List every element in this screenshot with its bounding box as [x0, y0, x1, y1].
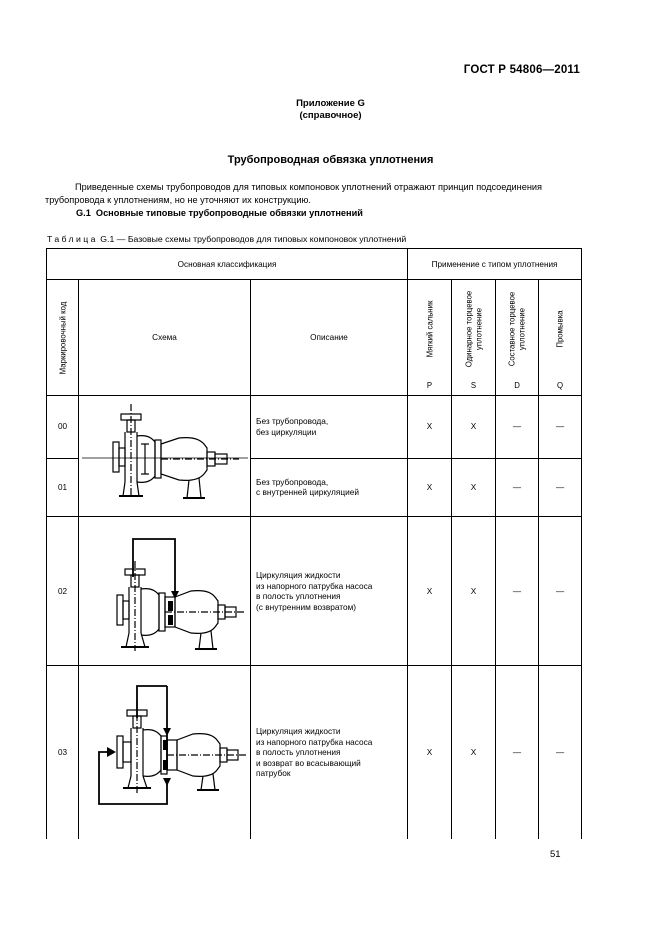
seal-letter-d: D	[496, 377, 539, 396]
table-row	[47, 517, 582, 666]
seal-letter-p: P	[408, 377, 452, 396]
section-title: Основные типовые трубопроводные обвязки уплотнений	[95, 208, 363, 218]
table-column-header-row	[47, 280, 582, 378]
code-header-cell	[47, 280, 79, 396]
annex-title: Приложение G	[296, 98, 365, 109]
row-code: 02	[47, 517, 79, 666]
mark-d: —	[496, 458, 539, 516]
section-heading	[76, 208, 363, 218]
mark-s: X	[452, 396, 496, 459]
group-main-header: Основная классификация	[47, 249, 408, 280]
mark-s: X	[452, 458, 496, 516]
annex-subtitle: (справочное)	[299, 110, 362, 121]
table-row	[47, 396, 582, 459]
table-caption-text: G.1 — Базовые схемы трубопроводов для типовых компоновок уплотнений	[100, 234, 407, 244]
seal-type-header-s: Одинарное торцевое уплотнение	[452, 280, 496, 378]
annex-heading	[0, 98, 661, 122]
intro-paragraph: Приведенные схемы трубопроводов для типовых компоновок уплотнений отражают принцип подсоединения трубопровода к уплотнениям, но не уточняют их конструкцию.	[45, 182, 543, 205]
flow-arrow-icon	[163, 728, 171, 736]
scheme-cell-03	[79, 666, 251, 839]
mark-q: —	[539, 517, 582, 666]
mark-d: —	[496, 666, 539, 839]
seal-type-header-p: Мягкий сальник	[408, 280, 452, 378]
pump-icon	[79, 396, 251, 516]
row-description: Циркуляция жидкости из напорного патрубка насоса в полость уплотнения и возврат во всасывающий патрубок	[251, 666, 408, 839]
row-code: 00	[47, 396, 79, 459]
table-caption-label: Таблица	[47, 234, 98, 244]
mark-d: —	[496, 396, 539, 459]
flow-arrow-icon	[107, 747, 116, 757]
table-caption	[47, 234, 406, 244]
mark-p: X	[408, 458, 452, 516]
mark-p: X	[408, 396, 452, 459]
document-number: ГОСТ Р 54806—2011	[463, 64, 580, 76]
mark-d: —	[496, 517, 539, 666]
mark-q: —	[539, 458, 582, 516]
seal-letter-s: S	[452, 377, 496, 396]
mark-s: X	[452, 517, 496, 666]
piping-table	[46, 248, 582, 839]
section-number: G.1	[76, 208, 91, 218]
row-code: 03	[47, 666, 79, 839]
scheme-cell-02	[79, 517, 251, 666]
page-title: Трубопроводная обвязка уплотнения	[227, 154, 434, 166]
flow-arrow-icon	[163, 778, 171, 786]
seal-type-header-d: Составное торцевое уплотнение	[496, 280, 539, 378]
scheme-header: Схема	[79, 280, 251, 396]
seal-letter-q: Q	[539, 377, 582, 396]
row-description: Циркуляция жидкости из напорного патрубка насоса в полость уплотнения (с внутренним возвратом)	[251, 517, 408, 666]
table-row	[47, 666, 582, 839]
seal-type-header-q: Промывка	[539, 280, 582, 378]
scheme-cell-00-01	[79, 396, 251, 517]
pump-icon	[79, 517, 251, 665]
mark-q: —	[539, 396, 582, 459]
page-number: 51	[550, 849, 561, 860]
row-description: Без трубопровода, без циркуляции	[251, 396, 408, 459]
row-description: Без трубопровода, с внутренней циркуляцией	[251, 458, 408, 516]
row-code: 01	[47, 458, 79, 516]
mark-q: —	[539, 666, 582, 839]
code-header: Маркировочный код	[57, 301, 67, 374]
table-group-header-row	[47, 249, 582, 280]
mark-p: X	[408, 517, 452, 666]
flow-arrow-icon	[171, 591, 179, 599]
description-header: Описание	[251, 280, 408, 396]
mark-s: X	[452, 666, 496, 839]
group-application-header: Применение с типом уплотнения	[408, 249, 582, 280]
mark-p: X	[408, 666, 452, 839]
pump-icon	[79, 666, 251, 838]
